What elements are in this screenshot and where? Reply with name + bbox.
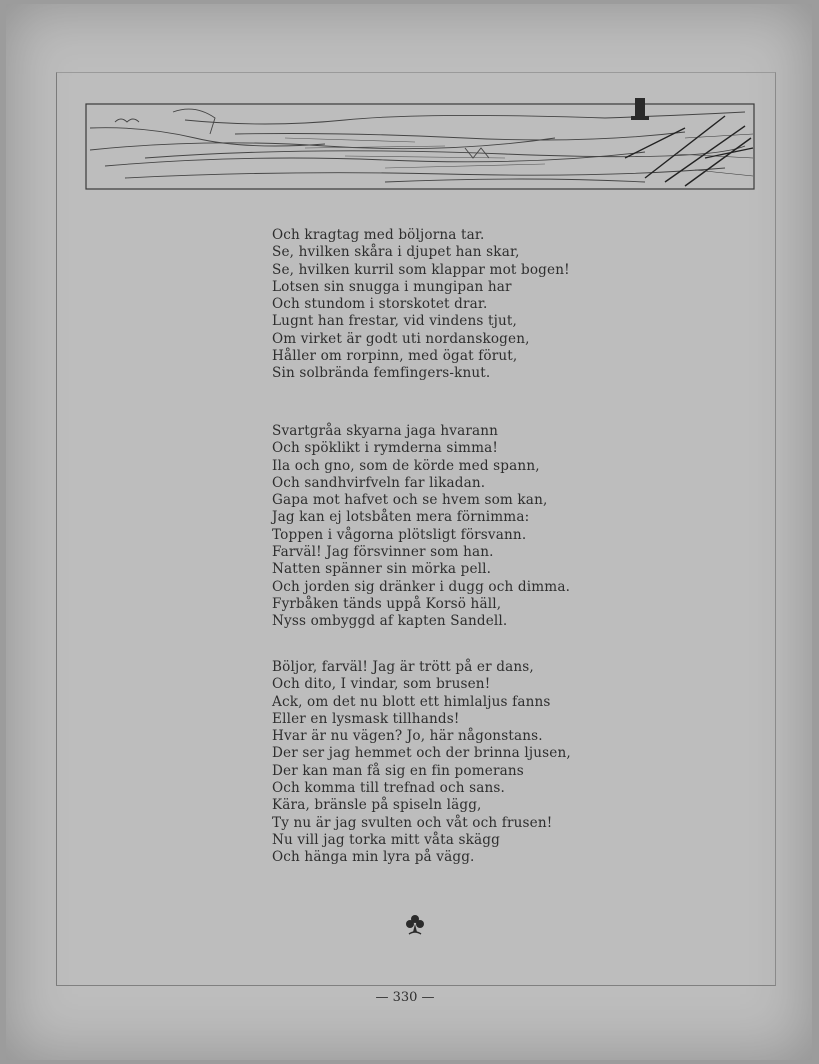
seascape-lighthouse-illustration [85,98,755,190]
stanza-1-line: Lotsen sin snugga i mungipan har [272,278,512,295]
stanza-2-line: Natten spänner sin mörka pell. [272,561,492,578]
stanza-1-line: Se, hvilken kurril som klappar mot bogen! [272,261,570,278]
stanza-2-line: Nyss ombyggd af kapten Sandell. [272,613,508,630]
stanza-1-line: Om virket är godt uti nordanskogen, [272,330,530,347]
stanza-3-line: Och dito, I vindar, som brusen! [272,676,491,693]
stanza-2-line: Gapa mot hafvet och se hvem som kan, [272,492,548,509]
stanza-3 [272,659,602,867]
stanza-2-line: Och jorden sig dränker i dugg och dimma. [272,578,571,595]
stanza-3-line: Och hänga min lyra på vägg. [272,849,475,866]
stanza-2 [272,423,602,631]
stanza-3-line: Kära, bränsle på spiseln lägg, [272,797,482,814]
stanza-1-line: Sin solbrända femfingers-knut. [272,365,491,382]
stanza-3-line: Hvar är nu vägen? Jo, här någonstans. [272,728,543,745]
stanza-2-line: Ila och gno, som de körde med spann, [272,457,540,474]
stanza-2-line: Toppen i vågorna plötsligt försvann. [272,526,527,543]
club-flower-ornament-icon [402,912,428,938]
stanza-2-line: Och sandhvirfveln far likadan. [272,474,486,491]
stanza-1-line: Och kragtag med böljorna tar. [272,227,485,243]
stanza-3-line: Och komma till trefnad och sans. [272,780,506,797]
stanza-3-line: Der kan man få sig en fin pomerans [272,762,524,779]
stanza-2-line: Jag kan ej lotsbåten mera förnimma: [272,509,530,526]
stanza-1 [272,227,602,383]
stanza-1-line: Håller om rorpinn, med ögat förut, [272,348,518,365]
stanza-2-line: Farväl! Jag försvinner som han. [272,544,494,561]
stanza-3-line: Böljor, farväl! Jag är trött på er dans, [272,659,534,675]
stanza-1-line: Och stundom i storskotet drar. [272,296,488,313]
stanza-3-line: Der ser jag hemmet och der brinna ljusen, [272,745,571,762]
stanza-2-line: Fyrbåken tänds uppå Korsö häll, [272,595,502,612]
stanza-1-line: Se, hvilken skåra i djupet han skar, [272,244,520,261]
stanza-2-line: Och spöklikt i rymderna simma! [272,440,498,457]
stanza-2-line: Svartgråa skyarna jaga hvarann [272,423,499,439]
page-number: — 330 — [375,990,435,1005]
stanza-3-line: Ack, om det nu blott ett himlaljus fanns [272,693,551,710]
stanza-1-line: Lugnt han frestar, vid vindens tjut, [272,313,517,330]
stanza-3-line: Eller en lysmask tillhands! [272,710,460,727]
stanza-3-line: Ty nu är jag svulten och våt och frusen! [272,814,553,831]
stanza-3-line: Nu vill jag torka mitt våta skägg [272,831,500,848]
